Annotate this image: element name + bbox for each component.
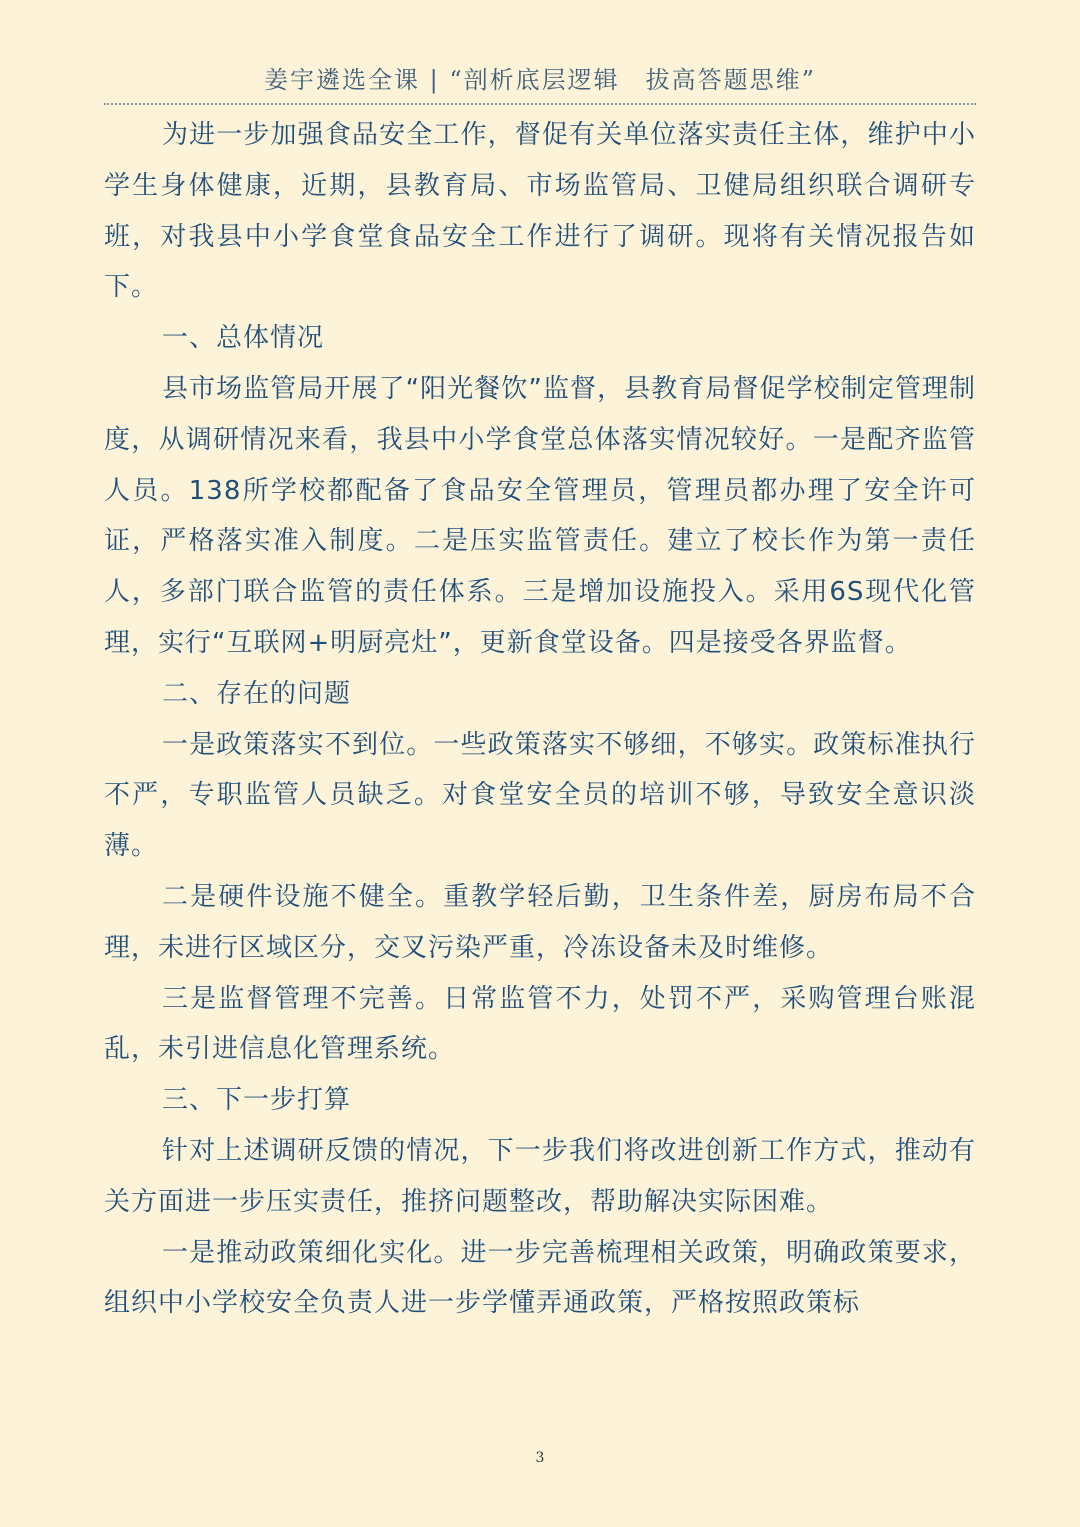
header-divider [104, 103, 976, 105]
section-heading-overview: 一、总体情况 [162, 323, 325, 354]
next-steps-item-1: 一是推动政策细化实化。进一步完善梳理相关政策，明确政策要求，组织中小学校安全负责人进一步学懂弄通政策，严格按照政策标 [104, 1237, 976, 1319]
page-header: 姜宇遴选全课 | “剖析底层逻辑 拔高答题思维” [264, 66, 816, 94]
problem-paragraph-3: 三是监督管理不完善。日常监管不力，处罚不严，采购管理台账混乱，未引进信息化管理系统。 [104, 983, 976, 1065]
problem-paragraph-1: 一是政策落实不到位。一些政策落实不够细，不够实。政策标准执行不严，专职监管人员缺乏。对食堂安全员的培训不够，导致安全意识淡薄。 [104, 729, 976, 862]
overview-paragraph: 县市场监管局开展了“阳光餐饮”监督，县教育局督促学校制定管理制度，从调研情况来看，我县中小学食堂总体落实情况较好。一是配齐监管人员。138所学校都配备了食品安全管理员，管理员都办理了安全许可证，严格落实准入制度。二是压实监管责任。建立了校长作为第一责任人，多部门联合监管的责任体系。三是增加设施投入。采用6S现代化管理，实行“互联网+明厨亮灶”，更新食堂设备。四是接受各界监督。 [104, 373, 976, 658]
intro-paragraph: 为进一步加强食品安全工作，督促有关单位落实责任主体，维护中小学生身体健康，近期，县教育局、市场监管局、卫健局组织联合调研专班，对我县中小学食堂食品安全工作进行了调研。现将有关情况报告如下。 [104, 120, 976, 303]
document-body [104, 110, 976, 1329]
section-heading-next-steps: 三、下一步打算 [162, 1085, 352, 1116]
page-number: 3 [535, 1450, 545, 1466]
problem-paragraph-2: 二是硬件设施不健全。重教学轻后勤，卫生条件差，厨房布局不合理，未进行区域区分，交叉污染严重，冷冻设备未及时维修。 [104, 881, 976, 963]
section-heading-problems: 二、存在的问题 [162, 678, 352, 709]
next-steps-paragraph: 针对上述调研反馈的情况，下一步我们将改进创新工作方式，推动有关方面进一步压实责任，推挤问题整改，帮助解决实际困难。 [104, 1135, 976, 1217]
